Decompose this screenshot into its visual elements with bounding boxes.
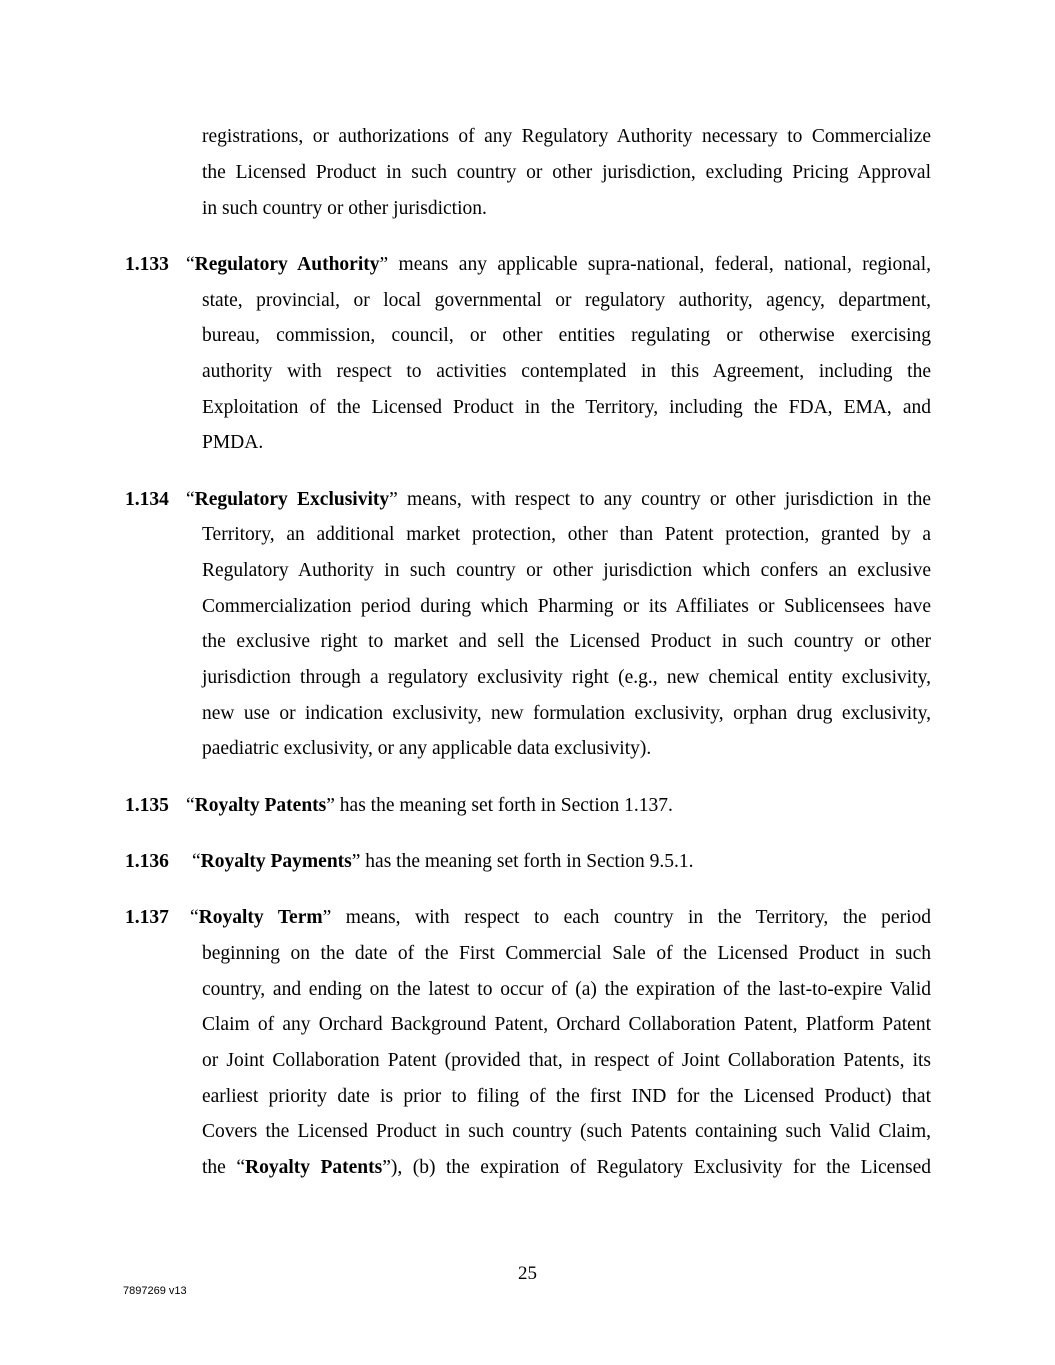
body-line: Regulatory Authority in such country or other jurisdiction which confers an exclusive — [202, 560, 931, 581]
definition-first-line — [186, 794, 931, 818]
body-line: country, and ending on the latest to occur of (a) the expiration of the last-to-expire Valid — [202, 979, 931, 1000]
open-quote: “ — [186, 254, 195, 275]
body-line: PMDA. — [202, 432, 264, 453]
defined-term: Royalty Payments — [200, 851, 352, 872]
section-number: 1.133 — [125, 254, 169, 275]
section-number: 1.136 — [125, 851, 169, 872]
body-line: registrations, or authorizations of any Regulatory Authority necessary to Commercialize — [202, 126, 931, 147]
section-number: 1.134 — [125, 489, 169, 510]
body-line: the Licensed Product in such country or other jurisdiction, excluding Pricing Approval — [202, 162, 931, 183]
body-line: Claim of any Orchard Background Patent, Orchard Collaboration Patent, Platform Patent — [202, 1014, 931, 1035]
body-line — [202, 1156, 931, 1180]
defined-term: Regulatory Exclusivity — [194, 489, 390, 510]
line-text: the “ — [202, 1157, 245, 1178]
open-quote: “ — [186, 489, 195, 510]
defined-term: Regulatory Authority — [194, 254, 380, 275]
body-line: beginning on the date of the First Commercial Sale of the Licensed Product in such — [202, 943, 931, 964]
definition-text: ” means, with respect to each country in the Territory, the period — [322, 907, 931, 928]
body-line: Territory, an additional market protection, other than Patent protection, granted by a — [202, 524, 931, 545]
open-quote: “ — [192, 851, 201, 872]
body-line: bureau, commission, council, or other entities regulating or otherwise exercising — [202, 325, 931, 346]
definition-first-line — [190, 906, 931, 930]
defined-term: Royalty Patents — [194, 795, 327, 816]
definition-text: ” has the meaning set forth in Section 1.137. — [326, 795, 673, 816]
body-line: the exclusive right to market and sell the Licensed Product in such country or other — [202, 631, 931, 652]
body-line: jurisdiction through a regulatory exclusivity right (e.g., new chemical entity exclusivity, — [202, 667, 931, 688]
page-number: 25 — [518, 1263, 537, 1284]
body-line: authority with respect to activities contemplated in this Agreement, including the — [202, 361, 931, 382]
body-line: earliest priority date is prior to filing of the first IND for the Licensed Product) that — [202, 1086, 931, 1107]
body-line: new use or indication exclusivity, new formulation exclusivity, orphan drug exclusivity, — [202, 703, 931, 724]
defined-term: Royalty Term — [198, 907, 323, 928]
body-line: Exploitation of the Licensed Product in the Territory, including the FDA, EMA, and — [202, 397, 931, 418]
definition-text: ” means, with respect to any country or other jurisdiction in the — [389, 489, 931, 510]
defined-term: Royalty Patents — [244, 1157, 383, 1178]
body-line: paediatric exclusivity, or any applicable data exclusivity). — [202, 738, 652, 759]
body-line: in such country or other jurisdiction. — [202, 198, 487, 219]
definition-first-line — [192, 850, 931, 874]
line-text: ”), (b) the expiration of Regulatory Exclusivity for the Licensed — [382, 1157, 931, 1178]
definition-text: ” means any applicable supra-national, federal, national, regional, — [379, 254, 931, 275]
document-id: 7897269 v13 — [123, 1285, 187, 1297]
definition-text: ” has the meaning set forth in Section 9.5.1. — [351, 851, 694, 872]
body-line: state, provincial, or local governmental or regulatory authority, agency, department, — [202, 290, 931, 311]
section-number: 1.137 — [125, 907, 169, 928]
open-quote: “ — [190, 907, 199, 928]
section-number: 1.135 — [125, 795, 169, 816]
body-line: Covers the Licensed Product in such country (such Patents containing such Valid Claim, — [202, 1121, 931, 1142]
definition-first-line — [186, 488, 931, 512]
body-line: or Joint Collaboration Patent (provided that, in respect of Joint Collaboration Patents, its — [202, 1050, 931, 1071]
definition-first-line — [186, 253, 931, 277]
open-quote: “ — [186, 795, 195, 816]
body-line: Commercialization period during which Pharming or its Affiliates or Sublicensees have — [202, 596, 931, 617]
